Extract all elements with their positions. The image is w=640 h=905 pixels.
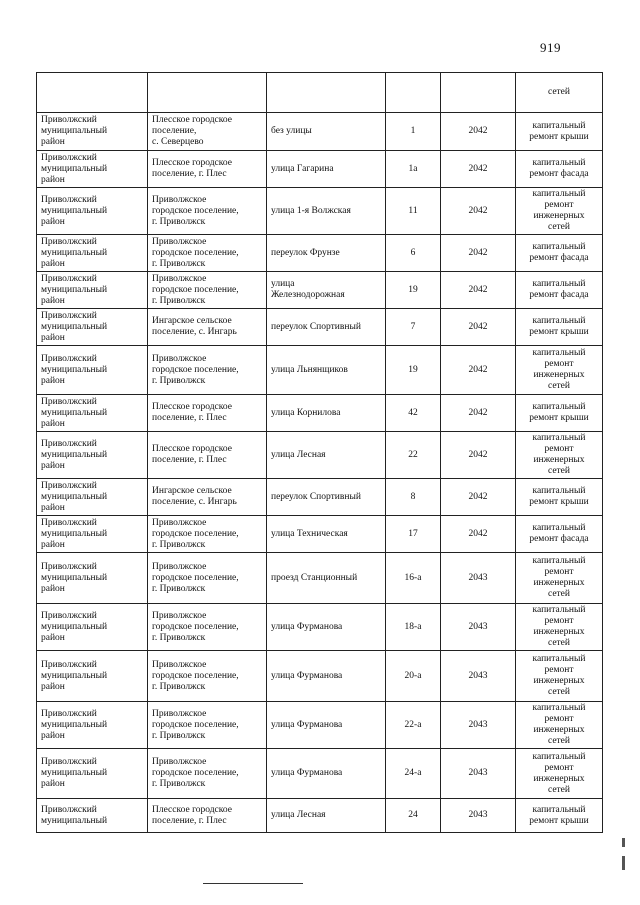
year-cell-text: 2042: [468, 364, 488, 375]
house-number-cell-text: 1: [410, 126, 416, 136]
district-cell-text: Приволжский муниципальный район: [41, 517, 108, 550]
year-cell: [441, 73, 516, 113]
work-type-cell: [516, 346, 603, 395]
house-number-cell: [386, 73, 441, 113]
settlement-cell: [148, 395, 267, 432]
district-cell: [37, 479, 148, 516]
street-cell: [267, 346, 386, 395]
capital-repair-table: [36, 72, 603, 833]
year-cell: [441, 651, 516, 702]
year-cell: [441, 113, 516, 151]
table-row: [37, 651, 603, 702]
year-cell-text: 2043: [468, 572, 488, 583]
year-cell: [441, 395, 516, 432]
district-cell: [37, 749, 148, 799]
district-cell-text: Приволжский муниципальный район: [41, 273, 108, 306]
street-cell: [267, 604, 386, 651]
work-type-cell: [516, 113, 603, 151]
settlement-cell-text: Приволжское городское поселение, г. Приволжск: [152, 353, 239, 386]
year-cell-text: 2042: [468, 284, 488, 295]
district-cell: [37, 151, 148, 188]
year-cell: [441, 346, 516, 395]
district-cell: [37, 272, 148, 309]
year-cell: [441, 799, 516, 833]
year-cell: [441, 516, 516, 553]
district-cell: [37, 516, 148, 553]
table-row: [37, 799, 603, 833]
table-row: [37, 702, 603, 749]
house-number-cell-text: 22-а: [404, 719, 422, 730]
district-cell: [37, 309, 148, 346]
house-number-cell-text: 8: [410, 491, 416, 502]
year-cell: [441, 309, 516, 346]
house-number-cell: [386, 272, 441, 309]
house-number-cell-text: 19: [408, 364, 418, 375]
street-cell-text: переулок Фрунзе: [271, 247, 340, 258]
settlement-cell: [148, 272, 267, 309]
table-row: [37, 749, 603, 799]
year-cell-text: 2042: [468, 449, 488, 460]
district-cell-text: Приволжский муниципальный район: [41, 561, 108, 594]
district-cell: [37, 432, 148, 479]
settlement-cell-text: Плесское городское поселение, г. Плес: [152, 158, 232, 179]
work-type-cell: [516, 235, 603, 272]
work-type-cell-text: капитальный ремонт крыши: [529, 120, 589, 142]
work-type-cell-text: капитальный ремонт фасада: [529, 242, 589, 263]
settlement-cell-text: Приволжское городское поселение, г. Приволжск: [152, 561, 239, 594]
district-cell-text: Приволжский муниципальный район: [41, 438, 108, 471]
district-cell: [37, 346, 148, 395]
street-cell: [267, 73, 386, 113]
year-cell: [441, 702, 516, 749]
district-cell-text: Приволжский муниципальный район: [41, 236, 108, 269]
street-cell-text: улица Фурманова: [271, 719, 343, 730]
settlement-cell-text: Плесское городское поселение, г. Плес: [152, 804, 232, 826]
house-number-cell-text: 17: [408, 528, 418, 539]
table-row: [37, 151, 603, 188]
street-cell-text: улица Фурманова: [271, 621, 343, 632]
year-cell-text: 2043: [468, 719, 488, 730]
year-cell: [441, 235, 516, 272]
work-type-cell-text: капитальный ремонт инженерных сетей: [532, 605, 586, 648]
work-type-cell: [516, 395, 603, 432]
page-number: 919: [540, 40, 561, 55]
settlement-cell: [148, 749, 267, 799]
house-number-cell: [386, 309, 441, 346]
street-cell: [267, 799, 386, 833]
settlement-cell-text: Приволжское городское поселение, г. Приволжск: [152, 517, 239, 550]
house-number-cell: [386, 702, 441, 749]
street-cell-text: без улицы: [271, 126, 312, 136]
street-cell: [267, 702, 386, 749]
district-cell: [37, 604, 148, 651]
settlement-cell: [148, 309, 267, 346]
street-cell-text: улица Железнодорожная: [271, 279, 345, 300]
year-cell-text: 2042: [468, 126, 488, 136]
district-cell: [37, 702, 148, 749]
table-row: [37, 604, 603, 651]
street-cell: [267, 395, 386, 432]
year-cell: [441, 604, 516, 651]
house-number-cell-text: 18-а: [404, 621, 422, 632]
work-type-cell: [516, 151, 603, 188]
year-cell: [441, 479, 516, 516]
house-number-cell: [386, 395, 441, 432]
house-number-cell: [386, 151, 441, 188]
work-type-cell: [516, 188, 603, 235]
settlement-cell: [148, 479, 267, 516]
house-number-cell: [386, 479, 441, 516]
work-type-cell-text: капитальный ремонт фасада: [529, 158, 589, 179]
settlement-cell: [148, 73, 267, 113]
district-cell-text: Приволжский муниципальный район: [41, 353, 108, 386]
street-cell: [267, 516, 386, 553]
year-cell: [441, 553, 516, 604]
district-cell: [37, 799, 148, 833]
street-cell-text: улица Гагарина: [271, 163, 334, 174]
settlement-cell-text: Ингарское сельское поселение, с. Ингарь: [152, 316, 237, 337]
work-type-cell-text: капитальный ремонт крыши: [529, 486, 589, 507]
district-cell-text: Приволжский муниципальный район: [41, 115, 108, 147]
street-cell: [267, 188, 386, 235]
house-number-cell-text: 1а: [408, 163, 418, 174]
year-cell: [441, 188, 516, 235]
year-cell-text: 2042: [468, 163, 488, 174]
work-type-cell: [516, 702, 603, 749]
street-cell: [267, 432, 386, 479]
year-cell-text: 2043: [468, 621, 488, 632]
table-row: [37, 272, 603, 309]
table-row: [37, 479, 603, 516]
footnote-separator: [203, 883, 303, 884]
settlement-cell: [148, 702, 267, 749]
work-type-cell-text: капитальный ремонт инженерных сетей: [532, 189, 586, 232]
district-cell: [37, 651, 148, 702]
settlement-cell: [148, 651, 267, 702]
work-type-cell: [516, 479, 603, 516]
settlement-cell: [148, 151, 267, 188]
district-cell: [37, 395, 148, 432]
street-cell: [267, 479, 386, 516]
house-number-cell: [386, 516, 441, 553]
table-row: [37, 395, 603, 432]
work-type-cell-text: капитальный ремонт инженерных сетей: [532, 348, 586, 391]
work-type-cell-text: капитальный ремонт инженерных сетей: [532, 433, 586, 476]
settlement-cell: [148, 553, 267, 604]
street-cell-text: улица Техническая: [271, 528, 348, 539]
settlement-cell-text: Плесское городское поселение, г. Плес: [152, 444, 232, 465]
street-cell-text: переулок Спортивный: [271, 491, 361, 502]
work-type-cell-text: капитальный ремонт крыши: [529, 402, 589, 423]
house-number-cell-text: 20-а: [404, 670, 422, 681]
settlement-cell: [148, 516, 267, 553]
street-cell: [267, 553, 386, 604]
house-number-cell-text: 24-а: [404, 768, 422, 778]
district-cell: [37, 73, 148, 113]
house-number-cell-text: 6: [410, 247, 416, 258]
house-number-cell: [386, 188, 441, 235]
house-number-cell: [386, 113, 441, 151]
table-row: [37, 432, 603, 479]
work-type-cell-text: капитальный ремонт фасада: [529, 523, 589, 544]
house-number-cell-text: 11: [408, 205, 418, 216]
house-number-cell: [386, 553, 441, 604]
house-number-cell: [386, 235, 441, 272]
table-row: [37, 188, 603, 235]
work-type-cell-text: капитальный ремонт крыши: [529, 316, 589, 337]
street-cell: [267, 151, 386, 188]
district-cell-text: Приволжский муниципальный район: [41, 396, 108, 429]
house-number-cell-text: 7: [410, 321, 416, 332]
work-type-cell-text: капитальный ремонт инженерных сетей: [532, 654, 586, 697]
work-type-cell: [516, 309, 603, 346]
work-type-cell: [516, 799, 603, 833]
year-cell: [441, 151, 516, 188]
street-cell-text: улица Фурманова: [271, 670, 343, 681]
district-cell-text: Приволжский муниципальный район: [41, 310, 108, 343]
house-number-cell-text: 16-а: [404, 572, 422, 583]
house-number-cell-text: 22: [408, 449, 418, 460]
work-type-cell: [516, 432, 603, 479]
year-cell-text: 2042: [468, 247, 488, 258]
street-cell: [267, 113, 386, 151]
settlement-cell-text: Приволжское городское поселение, г. Приволжск: [152, 757, 239, 789]
table-row: [37, 346, 603, 395]
street-cell: [267, 272, 386, 309]
settlement-cell-text: Приволжское городское поселение, г. Приволжск: [152, 610, 239, 643]
table-row: [37, 73, 603, 113]
house-number-cell: [386, 346, 441, 395]
work-type-cell-text: капитальный ремонт инженерных сетей: [532, 703, 586, 746]
work-type-cell: [516, 516, 603, 553]
year-cell: [441, 749, 516, 799]
district-cell-text: Приволжский муниципальный район: [41, 194, 108, 227]
street-cell-text: улица Фурманова: [271, 768, 343, 778]
street-cell-text: проезд Станционный: [271, 572, 358, 583]
house-number-cell: [386, 749, 441, 799]
street-cell-text: улица Льнянщиков: [271, 364, 348, 375]
house-number-cell: [386, 651, 441, 702]
year-cell: [441, 432, 516, 479]
scan-edge-mark: [622, 856, 625, 870]
year-cell-text: 2043: [468, 810, 488, 820]
street-cell: [267, 749, 386, 799]
settlement-cell-text: Приволжское городское поселение, г. Приволжск: [152, 659, 239, 692]
street-cell-text: улица Корнилова: [271, 407, 341, 418]
settlement-cell-text: Плесское городское поселение, с. Северцево: [152, 115, 232, 147]
settlement-cell-text: Приволжское городское поселение, г. Приволжск: [152, 708, 239, 741]
work-type-cell-text: капитальный ремонт инженерных сетей: [532, 751, 586, 795]
year-cell: [441, 272, 516, 309]
work-type-cell-text: капитальный ремонт инженерных сетей: [532, 556, 586, 599]
house-number-cell-text: 19: [408, 284, 418, 295]
work-type-cell-text: капитальный ремонт крыши: [529, 804, 589, 826]
district-cell-text: Приволжский муниципальный район: [41, 610, 108, 643]
settlement-cell: [148, 188, 267, 235]
street-cell: [267, 235, 386, 272]
settlement-cell-text: Ингарское сельское поселение, с. Ингарь: [152, 486, 237, 507]
table-row: [37, 235, 603, 272]
district-cell: [37, 113, 148, 151]
settlement-cell: [148, 432, 267, 479]
year-cell-text: 2042: [468, 528, 488, 539]
year-cell-text: 2043: [468, 670, 488, 681]
work-type-cell-text: капитальный ремонт фасада: [529, 279, 589, 300]
settlement-cell-text: Плесское городское поселение, г. Плес: [152, 402, 232, 423]
work-type-cell-text: сетей: [547, 87, 570, 97]
street-cell-text: улица Лесная: [271, 449, 326, 460]
street-cell-text: улица 1-я Волжская: [271, 205, 351, 216]
house-number-cell: [386, 604, 441, 651]
street-cell: [267, 309, 386, 346]
year-cell-text: 2042: [468, 491, 488, 502]
street-cell-text: переулок Спортивный: [271, 321, 361, 332]
table-row: [37, 309, 603, 346]
table-row: [37, 516, 603, 553]
district-cell: [37, 553, 148, 604]
work-type-cell: [516, 272, 603, 309]
district-cell: [37, 188, 148, 235]
settlement-cell-text: Приволжское городское поселение, г. Приволжск: [152, 194, 239, 227]
street-cell-text: улица Лесная: [271, 810, 326, 820]
table-row: [37, 113, 603, 151]
year-cell-text: 2042: [468, 321, 488, 332]
work-type-cell: [516, 73, 603, 113]
street-cell: [267, 651, 386, 702]
district-cell-text: Приволжский муниципальный: [41, 804, 108, 826]
settlement-cell: [148, 235, 267, 272]
scan-edge-mark: [622, 838, 625, 847]
settlement-cell: [148, 346, 267, 395]
year-cell-text: 2042: [468, 205, 488, 216]
settlement-cell: [148, 604, 267, 651]
district-cell-text: Приволжский муниципальный район: [41, 152, 108, 185]
work-type-cell: [516, 749, 603, 799]
year-cell-text: 2043: [468, 768, 488, 778]
district-cell-text: Приволжский муниципальный район: [41, 757, 108, 789]
settlement-cell: [148, 799, 267, 833]
work-type-cell: [516, 651, 603, 702]
settlement-cell-text: Приволжское городское поселение, г. Приволжск: [152, 236, 239, 269]
house-number-cell-text: 24: [408, 810, 418, 820]
district-cell: [37, 235, 148, 272]
work-type-cell: [516, 604, 603, 651]
district-cell-text: Приволжский муниципальный район: [41, 708, 108, 741]
district-cell-text: Приволжский муниципальный район: [41, 480, 108, 513]
settlement-cell-text: Приволжское городское поселение, г. Приволжск: [152, 273, 239, 306]
house-number-cell: [386, 432, 441, 479]
table-row: [37, 553, 603, 604]
work-type-cell: [516, 553, 603, 604]
house-number-cell-text: 42: [408, 407, 418, 418]
year-cell-text: 2042: [468, 407, 488, 418]
district-cell-text: Приволжский муниципальный район: [41, 659, 108, 692]
house-number-cell: [386, 799, 441, 833]
settlement-cell: [148, 113, 267, 151]
